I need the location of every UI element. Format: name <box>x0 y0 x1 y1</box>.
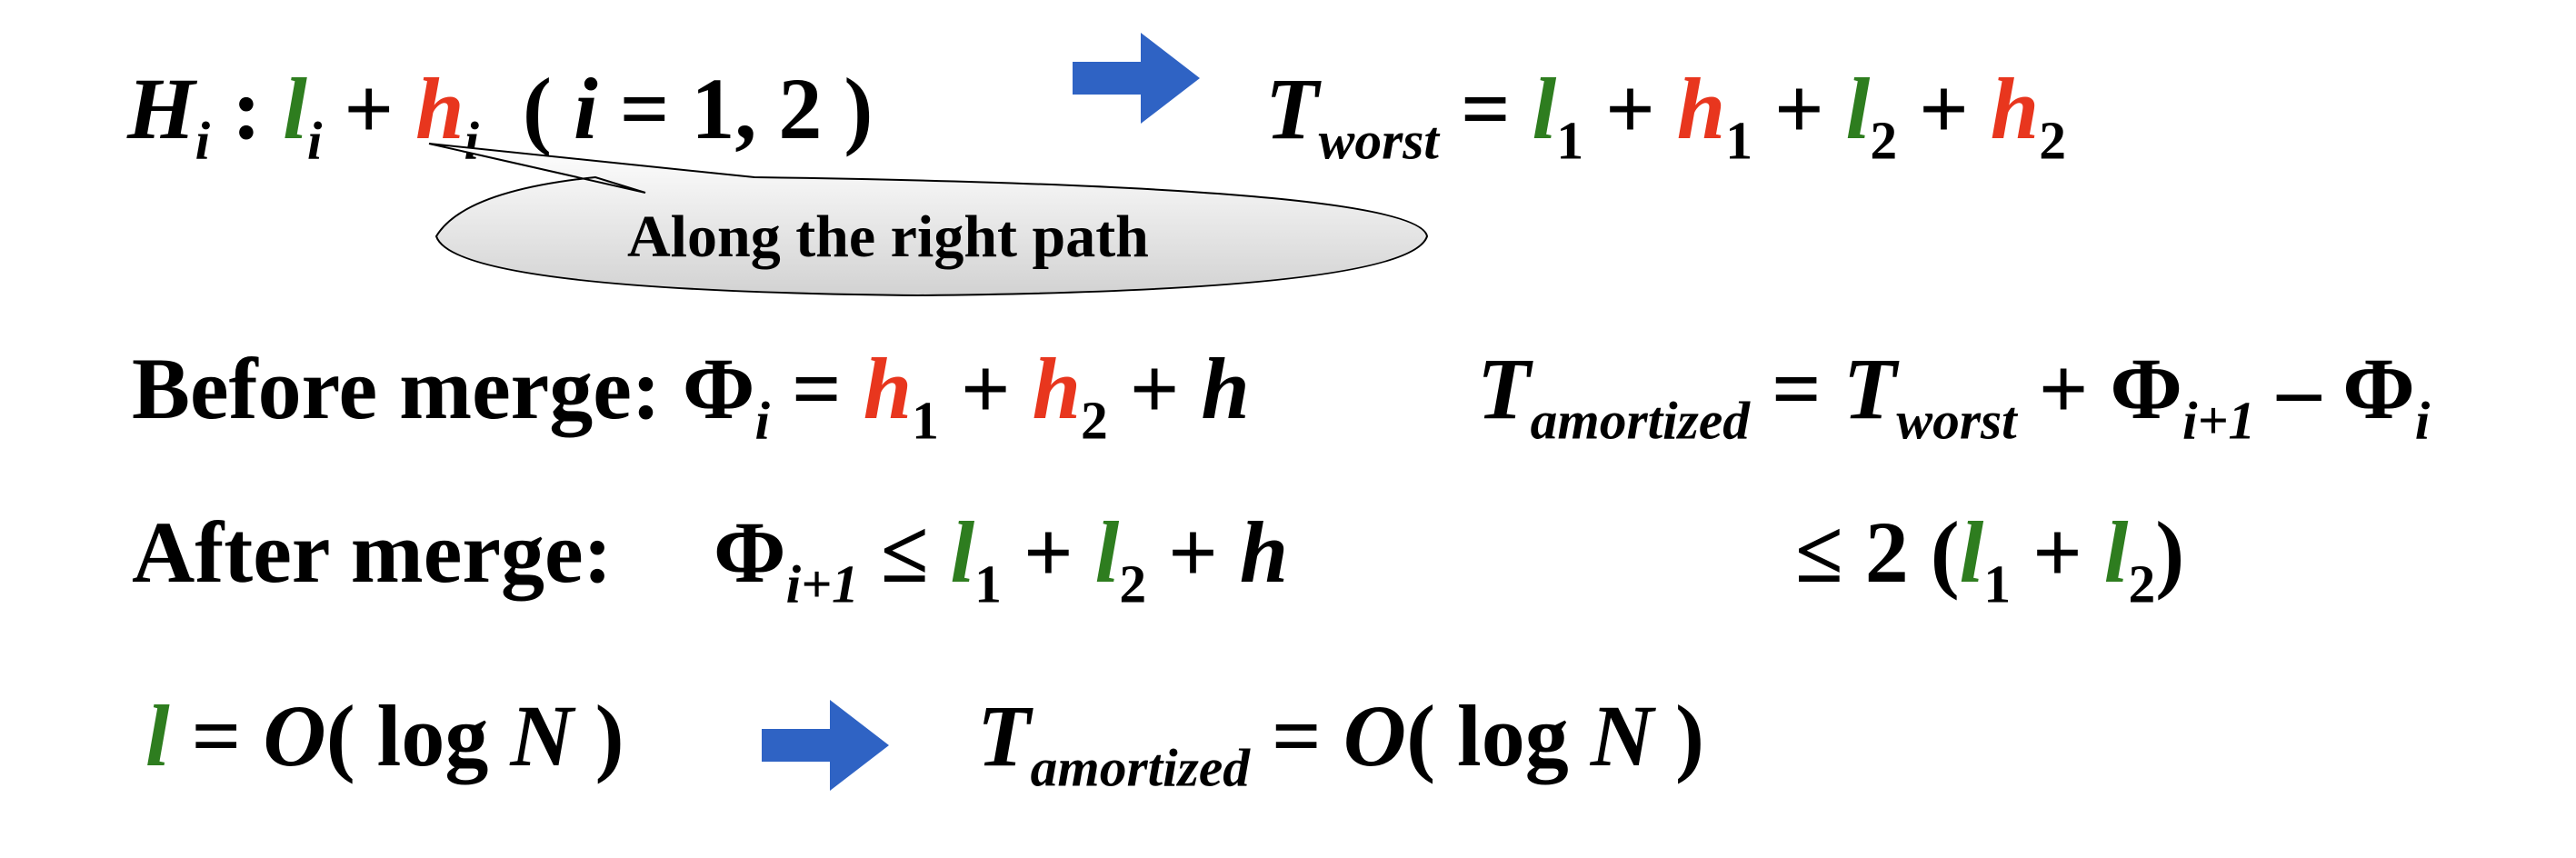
l2: l <box>1845 60 1871 157</box>
sub-1: 1 <box>1983 554 2012 614</box>
l1: l <box>1532 60 1557 157</box>
sub-2: 2 <box>1119 554 1147 614</box>
after-merge-label: After merge: <box>132 504 613 601</box>
paren-close: ) <box>573 687 624 784</box>
sub-2: 2 <box>2128 554 2156 614</box>
right-arrow-icon <box>1073 33 1200 124</box>
plus: + <box>938 340 1033 437</box>
callout-text: Along the right path <box>627 204 1149 270</box>
log: ( log <box>1406 687 1591 784</box>
log: ( log <box>325 687 511 784</box>
plus: + <box>1583 60 1677 157</box>
index-i-plus-1: i+1 <box>2182 390 2256 451</box>
cond-rest: = 1, 2 ) <box>597 60 874 157</box>
paren-close: ) <box>2155 504 2185 601</box>
big-o: O <box>1343 687 1407 784</box>
cond-i: i <box>574 60 598 157</box>
h1: h <box>863 340 913 437</box>
after-merge-potential <box>714 504 1289 614</box>
n-symbol: N <box>1590 687 1654 784</box>
phi-symbol: Φ <box>2342 340 2415 437</box>
le-two-open: ≤ 2 ( <box>1795 504 1960 601</box>
h1: h <box>1676 60 1726 157</box>
l1: l <box>1959 504 1984 601</box>
equals: = <box>1438 60 1533 157</box>
l-symbol: l <box>145 687 170 784</box>
t-symbol: T <box>977 687 1031 784</box>
sub-1: 1 <box>912 390 939 451</box>
phi-symbol: Φ <box>682 340 755 437</box>
sub-1: 1 <box>1556 110 1584 171</box>
h2: h <box>1032 340 1081 437</box>
equals: = <box>169 687 264 784</box>
sub-1: 1 <box>1725 110 1752 171</box>
plus: + <box>2011 504 2104 601</box>
plus: + <box>2016 340 2111 437</box>
sub-2: 2 <box>1870 110 1898 171</box>
h-total: h <box>1201 340 1250 437</box>
worst-subscript: worst <box>1318 110 1439 171</box>
amortized-subscript: amortized <box>1030 737 1251 798</box>
t-amortized-result <box>977 687 1704 798</box>
sub-1: 1 <box>974 554 1002 614</box>
t-symbol: T <box>1477 340 1531 437</box>
h-total: h <box>1239 504 1289 601</box>
plus: + <box>1001 504 1095 601</box>
h2: h <box>1990 60 2040 157</box>
minus: – <box>2255 340 2343 437</box>
sub-2: 2 <box>1080 390 1108 451</box>
before-merge-label: Before merge: <box>132 340 661 437</box>
index-i: i <box>195 110 211 171</box>
big-o: O <box>263 687 326 784</box>
index-i: i <box>306 110 323 171</box>
paren-open: ( <box>479 60 574 157</box>
equals: = <box>1750 340 1843 437</box>
index-i: i <box>2414 390 2431 451</box>
after-merge-line <box>132 504 613 601</box>
l-order-expression <box>145 687 624 784</box>
plus: + <box>1107 340 1202 437</box>
h-symbol: H <box>127 60 195 157</box>
t-symbol: T <box>1842 340 1897 437</box>
l2: l <box>1094 504 1120 601</box>
paren-close: ) <box>1653 687 1704 784</box>
amortized-subscript: amortized <box>1530 390 1751 451</box>
equals: = <box>1250 687 1343 784</box>
index-i: i <box>464 110 480 171</box>
right-arrow-icon <box>762 700 889 791</box>
t-symbol: T <box>1265 60 1319 157</box>
n-symbol: N <box>510 687 574 784</box>
phi-symbol: Φ <box>714 504 786 601</box>
left-path-l: l <box>283 60 307 157</box>
plus: + <box>1146 504 1240 601</box>
amortized-bound <box>1795 504 2185 614</box>
before-merge-line <box>132 340 1250 451</box>
plus: + <box>1897 60 1991 157</box>
t-amortized-expression <box>1477 340 2431 451</box>
phi-symbol: Φ <box>2110 340 2182 437</box>
index-i-plus-1: i+1 <box>785 554 859 614</box>
less-equal: ≤ <box>858 504 951 601</box>
right-path-h: h <box>415 60 464 157</box>
plus: + <box>1752 60 1846 157</box>
plus: + <box>322 60 416 157</box>
colon: : <box>210 60 284 157</box>
l1: l <box>950 504 975 601</box>
worst-subscript: worst <box>1896 390 2017 451</box>
sub-2: 2 <box>2039 110 2066 171</box>
equals: = <box>770 340 864 437</box>
index-i: i <box>754 390 770 451</box>
l2: l <box>2103 504 2129 601</box>
